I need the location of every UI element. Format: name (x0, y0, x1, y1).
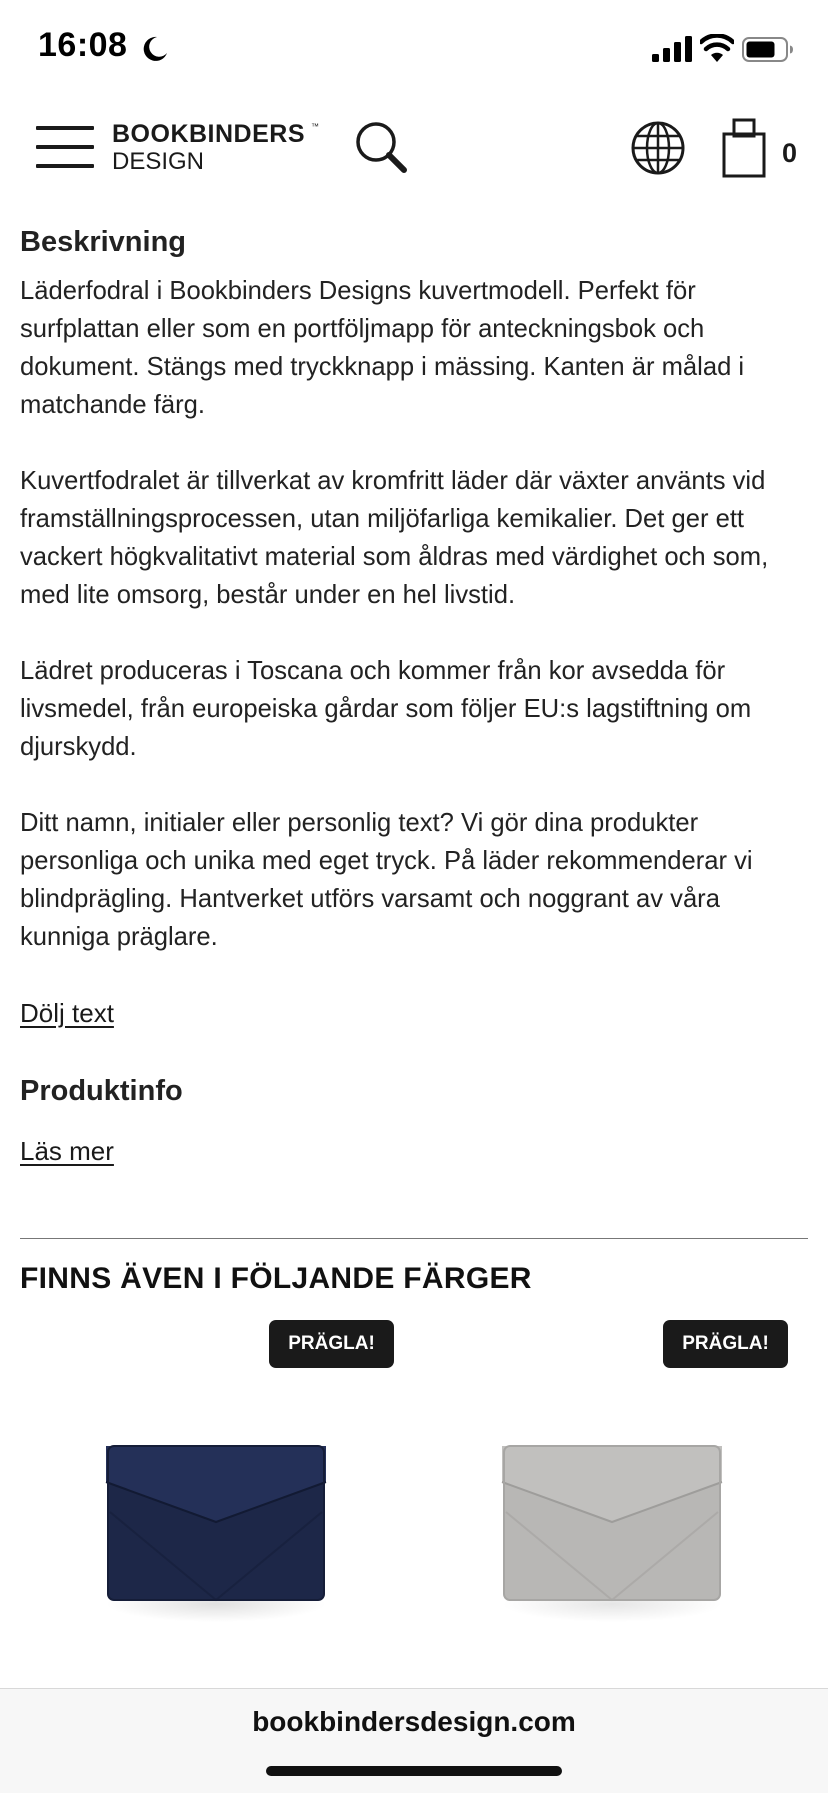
wifi-icon (700, 34, 734, 62)
search-icon[interactable] (354, 120, 410, 176)
globe-icon[interactable] (630, 120, 686, 176)
logo-wordmark-bottom: DESIGN (112, 148, 205, 175)
cart-count: 0 (782, 138, 798, 168)
battery-icon (742, 37, 794, 62)
browser-url[interactable]: bookbindersdesign.com (252, 1706, 576, 1737)
product-image-navy-envelope[interactable] (96, 1432, 336, 1632)
logo-wordmark-top: BOOKBINDERS (112, 120, 306, 148)
other-colors-heading: FINNS ÄVEN I FÖLJANDE FÄRGER (20, 1262, 532, 1295)
description-paragraph: Ditt namn, initialer eller personlig text? Vi gör dina produkter personliga och unika med eget tryck. På läder rekommenderar vi blindprägling. Hantverket utförs varsamt och noggrant av våra kunniga präglare. (20, 809, 753, 951)
emboss-badge[interactable]: PRÄGLA! (269, 1320, 394, 1368)
description-paragraph: Kuvertfodralet är tillverkat av kromfritt läder där växter använts vid framställningsprocessen, utan miljöfarliga kemikalier. Det ger ett vackert högkvalitativt material som åldras med värdighet och som, med lite omsorg, består under en hel livstid. (20, 467, 769, 609)
hide-text-link[interactable]: Dölj text (20, 998, 114, 1028)
menu-button[interactable] (36, 126, 94, 170)
shopping-bag-icon[interactable] (722, 118, 766, 178)
status-time: 16:08 (38, 26, 128, 64)
emboss-badge[interactable]: PRÄGLA! (663, 1320, 788, 1368)
product-image-grey-envelope[interactable] (492, 1432, 732, 1632)
description-paragraph: Lädret produceras i Toscana och kommer från kor avsedda för livsmedel, från europeiska gårdar som följer EU:s lagstiftning om djurskydd. (20, 657, 752, 761)
browser-bottom-bar (0, 1688, 828, 1793)
cellular-signal-icon (652, 36, 692, 62)
section-divider (20, 1238, 808, 1239)
moon-icon (140, 34, 170, 64)
description-heading: Beskrivning (20, 226, 186, 258)
home-indicator[interactable] (266, 1766, 562, 1776)
description-paragraph: Läderfodral i Bookbinders Designs kuvertmodell. Perfekt för surfplattan eller som en portföljmapp för anteckningsbok och dokument. Stängs med tryckknapp i mässing. Kanten är målad i matchande färg. (20, 277, 745, 419)
site-logo[interactable] (112, 120, 322, 176)
read-more-link[interactable]: Läs mer (20, 1136, 114, 1166)
product-info-heading[interactable]: Produktinfo (20, 1075, 183, 1107)
logo-trademark: ™ (311, 122, 319, 131)
